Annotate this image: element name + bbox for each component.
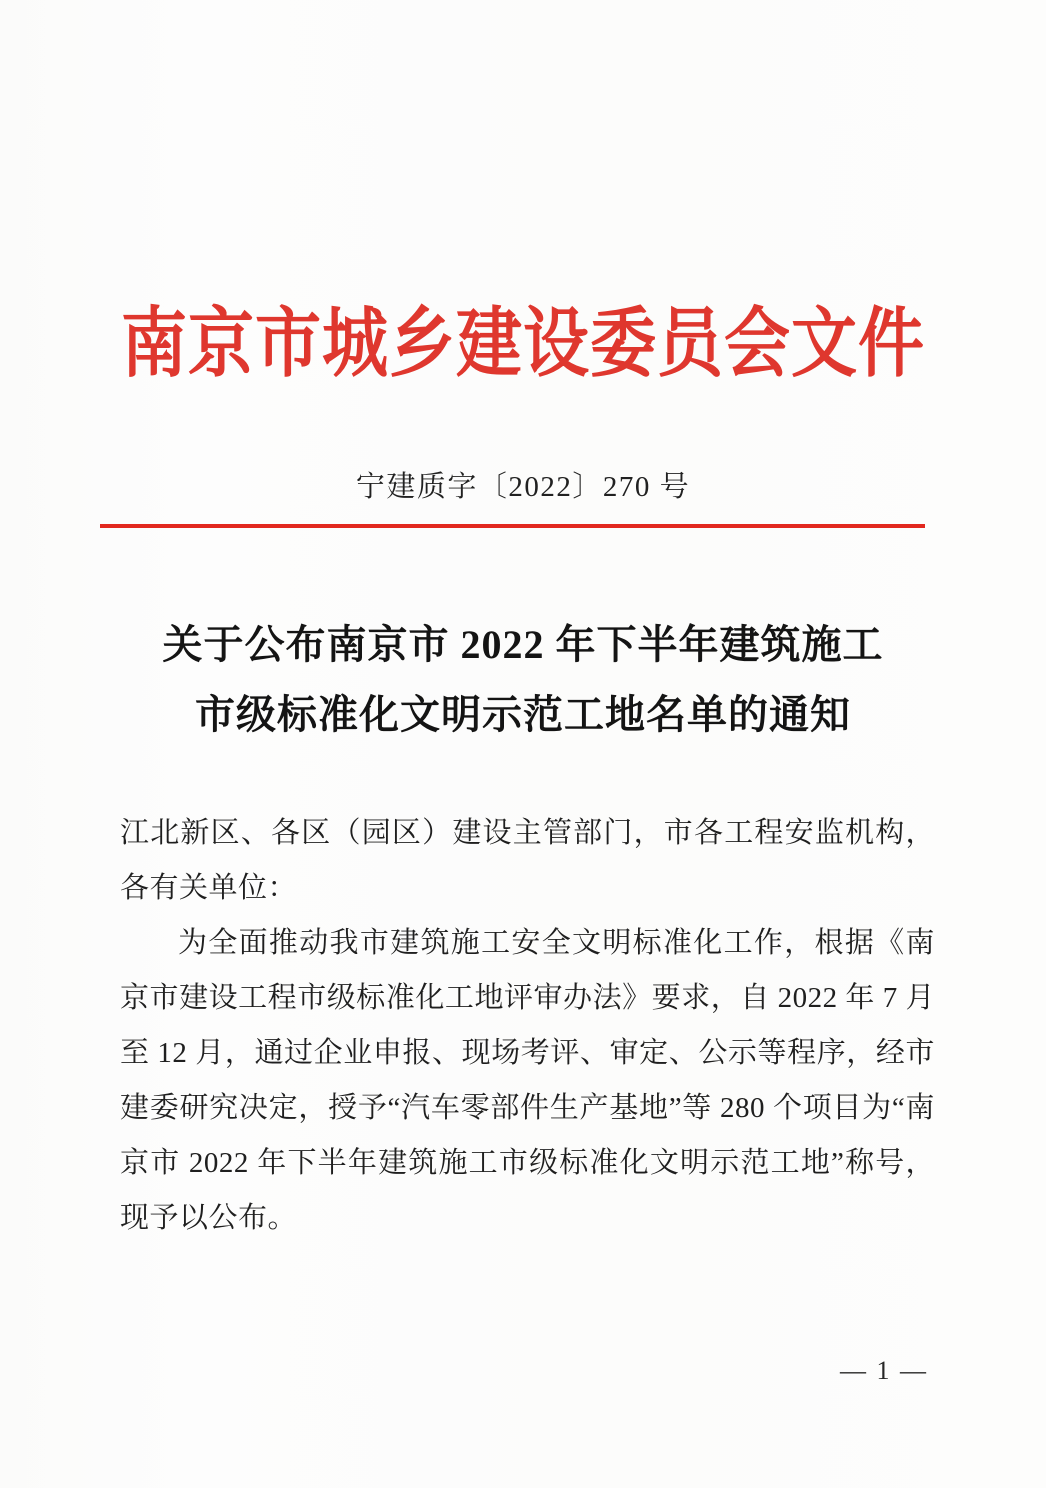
body-paragraph: 为全面推动我市建筑施工安全文明标准化工作，根据《南京市建设工程市级标准化工地评审办法》要求，自 2022 年 7 月至 12 月，通过企业申报、现场考评、审定、公示等程序，经市建委研究决定，授予“汽车零部件生产基地”等 280 个项目为“南京市 2022 年下半年建筑施工市级标准化文明示范工地”称号，现予以公布。 bbox=[120, 927, 935, 1234]
notice-title-line1: 关于公布南京市 2022 年下半年建筑施工 bbox=[162, 622, 884, 667]
notice-title bbox=[0, 610, 1046, 750]
agency-header-title: 南京市城乡建设委员会文件 bbox=[121, 302, 925, 387]
notice-title-line2: 市级标准化文明示范工地名单的通知 bbox=[195, 692, 851, 737]
page-number: — 1 — bbox=[840, 1356, 928, 1385]
salutation-paragraph: 江北新区、各区（园区）建设主管部门，市各工程安监机构，各有关单位： bbox=[120, 817, 935, 904]
red-divider-rule bbox=[100, 524, 925, 528]
document-number: 宁建质字〔2022〕270 号 bbox=[355, 471, 691, 503]
notice-body bbox=[120, 806, 935, 1246]
